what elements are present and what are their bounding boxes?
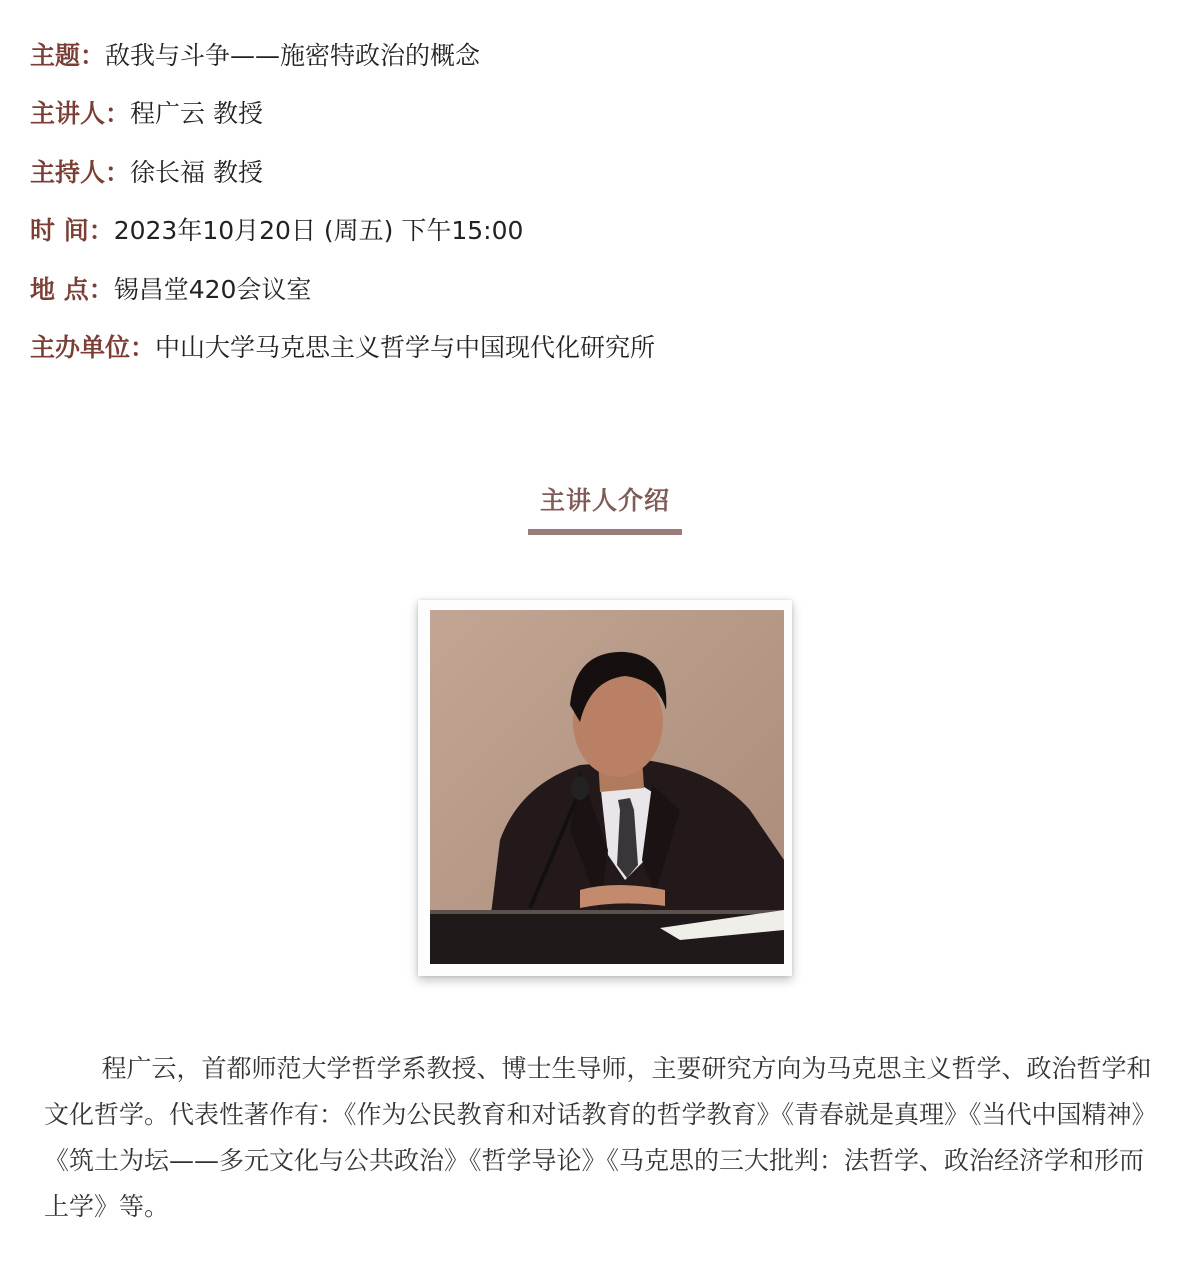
info-value: 程广云 教授 xyxy=(130,99,263,129)
info-value: 2023年10月20日 (周五) 下午15:00 xyxy=(113,216,524,246)
speaker-photo xyxy=(430,610,784,964)
info-label: 主办单位： xyxy=(30,332,156,362)
info-value: 锡昌堂420会议室 xyxy=(113,274,312,304)
info-label: 主题： xyxy=(30,41,106,70)
info-label: 主讲人： xyxy=(30,99,131,129)
info-value: 中山大学马克思主义哲学与中国现代化研究所 xyxy=(155,332,656,362)
info-row-time xyxy=(30,209,655,267)
speaker-section-heading xyxy=(528,483,682,535)
info-label: 地 点： xyxy=(30,274,114,304)
speaker-photo-frame xyxy=(418,600,792,976)
info-row-host xyxy=(30,151,655,209)
info-label: 时 间： xyxy=(30,216,114,246)
speaker-bio: 程广云，首都师范大学哲学系教授、博士生导师，主要研究方向为马克思主义哲学、政治哲学和文化哲学。代表性著作有：《作为公民教育和对话教育的哲学教育》《青春就是真理》《当代中国精神》《筑土为坛——多元文化与公共政治》《哲学导论》《马克思的三大批判：法哲学、政治经济学和形而上学》等。 xyxy=(44,1054,1157,1221)
info-value: 敌我与斗争——施密特政治的概念 xyxy=(105,41,481,70)
event-info xyxy=(30,34,655,384)
info-row-topic xyxy=(30,34,655,92)
section-underline xyxy=(528,529,682,535)
info-value: 徐长福 教授 xyxy=(130,157,263,187)
info-row-organizer xyxy=(30,326,655,384)
info-row-location xyxy=(30,268,655,326)
info-row-speaker xyxy=(30,92,655,150)
info-label: 主持人： xyxy=(30,157,131,187)
section-title: 主讲人介绍 xyxy=(539,486,670,515)
